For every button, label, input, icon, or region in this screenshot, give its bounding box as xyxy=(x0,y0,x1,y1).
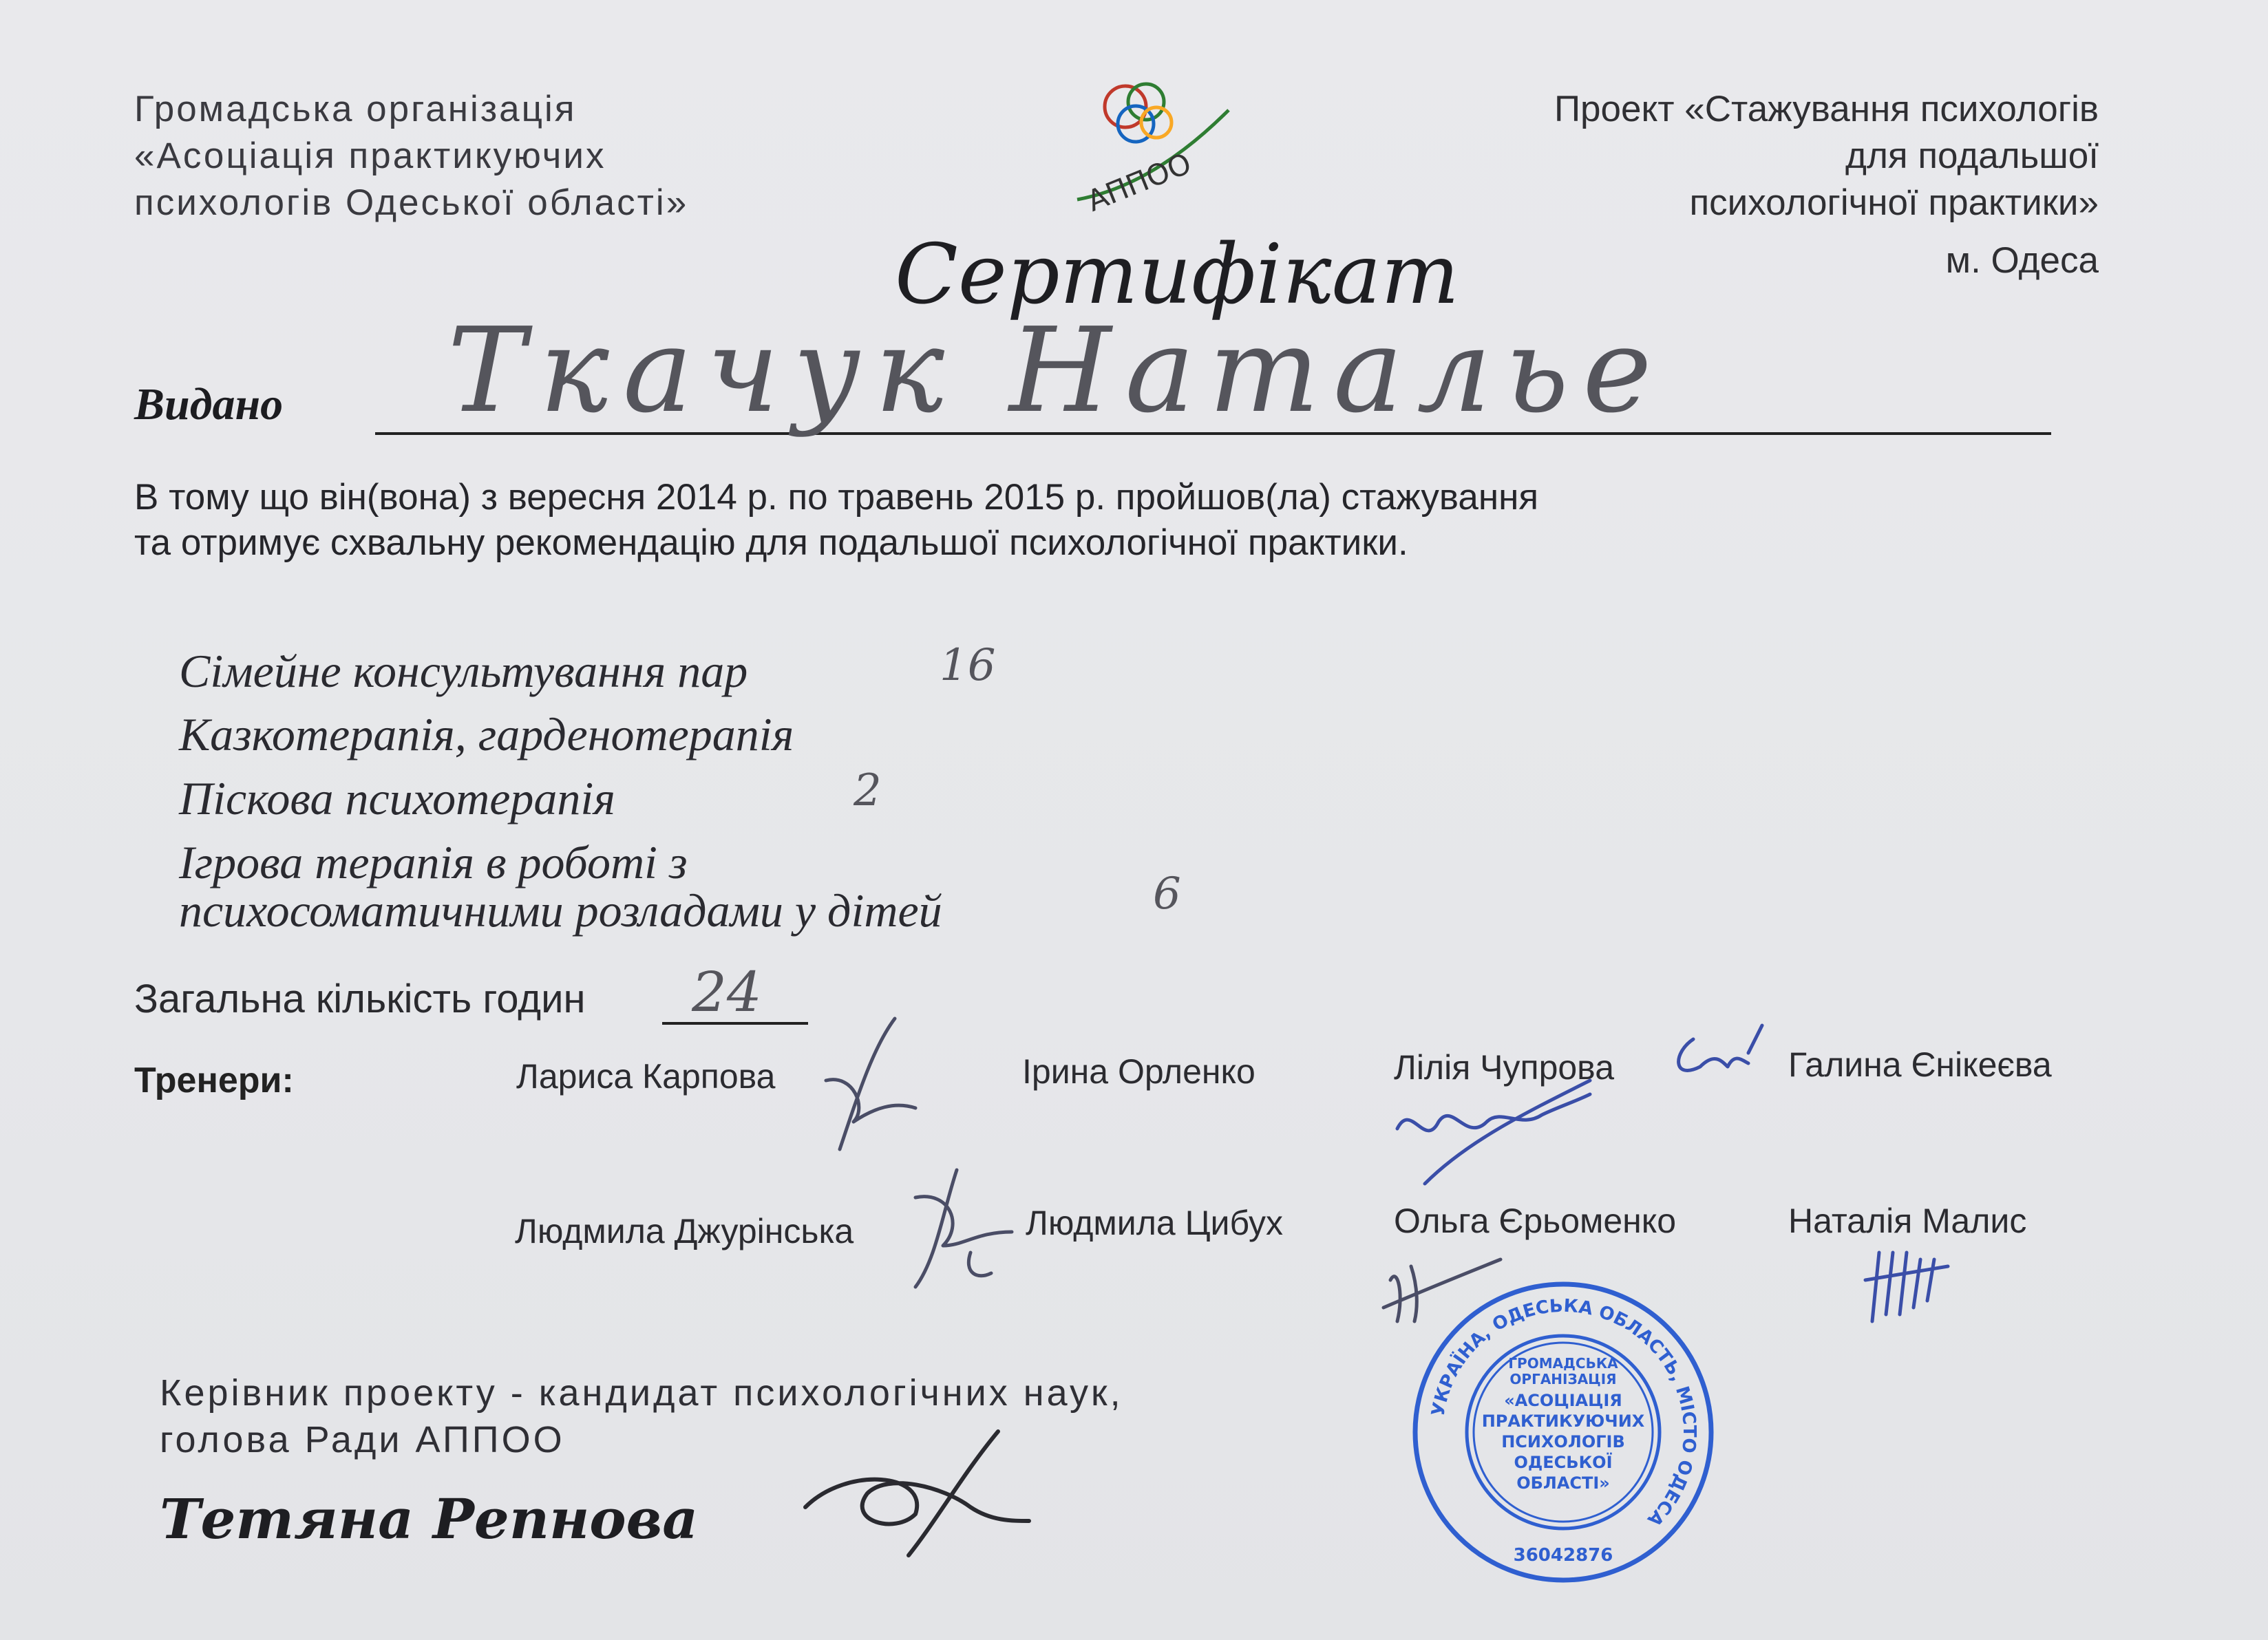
stamp-center-line: ОДЕСЬКОЇ xyxy=(1514,1453,1613,1472)
stamp-ring-text: УКРАЇНА, ОДЕСЬКА ОБЛАСТЬ, МІСТО ОДЕСА xyxy=(1428,1295,1700,1531)
course-hours: 6 xyxy=(1153,869,1181,919)
city: м. Одеса xyxy=(1945,240,2099,281)
logo-text: АППОО xyxy=(1082,146,1196,218)
organization-line: «Асоціація практикуючих xyxy=(134,136,606,176)
course-name: Піскова психотерапія xyxy=(179,772,615,824)
organization-stamp xyxy=(1410,1279,1717,1586)
project-line: Проект «Стажування психологів xyxy=(1554,89,2099,129)
project-line: психологічної практики» xyxy=(1689,182,2099,223)
project-name xyxy=(1554,86,2099,226)
stamp-center-line: ГРОМАДСЬКА xyxy=(1508,1355,1618,1372)
certificate-body xyxy=(134,475,1538,566)
trainer-name: Ольга Єрьоменко xyxy=(1394,1202,1677,1240)
signature-malys xyxy=(1852,1239,1962,1328)
stamp-center-line: ОРГАНІЗАЦІЯ xyxy=(1509,1371,1617,1387)
course-item xyxy=(179,640,748,702)
stamp-center-line: «АСОЦІАЦІЯ xyxy=(1504,1391,1622,1410)
signature-chuprova xyxy=(1384,1060,1618,1191)
course-name: Сімейне консультування пар xyxy=(179,645,748,697)
stamp-center-line: ОБЛАСТІ» xyxy=(1516,1473,1610,1493)
recipient-name: Ткачук Наталье xyxy=(447,303,1666,439)
course-hours: 2 xyxy=(854,765,882,816)
course-item xyxy=(179,880,942,941)
leader-line: голова Ради АППОО xyxy=(160,1419,565,1460)
stamp-center-line: ПСИХОЛОГІВ xyxy=(1501,1432,1625,1451)
body-line: та отримує схвальну рекомендацію для подальшої психологічної практики. xyxy=(134,522,1408,563)
trainer-name: Людмила Джурінська xyxy=(515,1212,854,1250)
course-name: Казкотерапія, гарденотерапія xyxy=(179,708,794,760)
project-line: для подальшої xyxy=(1845,136,2099,176)
body-line: В тому що він(вона) з вересня 2014 р. по травень 2015 р. пройшов(ла) стажування xyxy=(134,477,1539,518)
leader-line: Керівник проекту - кандидат психологічних наук, xyxy=(160,1372,1123,1414)
issued-label: Видано xyxy=(134,379,284,429)
trainer-name: Лариса Карпова xyxy=(516,1057,776,1096)
course-hours: 16 xyxy=(940,640,996,691)
trainer-name: Ірина Орленко xyxy=(1022,1052,1255,1091)
trainer-name: Людмила Цибух xyxy=(1026,1204,1284,1242)
trainer-name: Галина Єнікеєва xyxy=(1788,1045,2052,1084)
course-name: Ігрова терапія в роботі з xyxy=(179,836,688,888)
signature-karpova xyxy=(812,1005,936,1163)
organization-name xyxy=(134,86,688,226)
trainers-label: Тренери: xyxy=(134,1061,294,1100)
organization-line: Громадська організація xyxy=(134,89,577,129)
course-name: психосоматичними розладами у дітей xyxy=(179,884,942,937)
signature-repnova xyxy=(792,1418,1039,1562)
total-hours-value: 24 xyxy=(692,960,762,1024)
organization-line: психологів Одеської області» xyxy=(134,182,689,223)
certificate-title: Сертифікат xyxy=(895,227,1460,323)
total-hours-label: Загальна кількість годин xyxy=(134,977,586,1021)
course-item xyxy=(179,767,615,829)
appoo-logo xyxy=(1050,69,1242,220)
stamp-center-line: ПРАКТИКУЮЧИХ xyxy=(1481,1412,1645,1431)
signature-enikeeva xyxy=(1666,1012,1783,1087)
signature-dzhurinska xyxy=(902,1156,1026,1294)
stamp-code: 36042876 xyxy=(1513,1545,1613,1566)
trainer-name: Лілія Чупрова xyxy=(1394,1048,1614,1087)
trainer-name: Наталія Малис xyxy=(1788,1202,2027,1240)
leader-name: Тетяна Репнова xyxy=(160,1487,699,1551)
course-item xyxy=(179,703,794,765)
